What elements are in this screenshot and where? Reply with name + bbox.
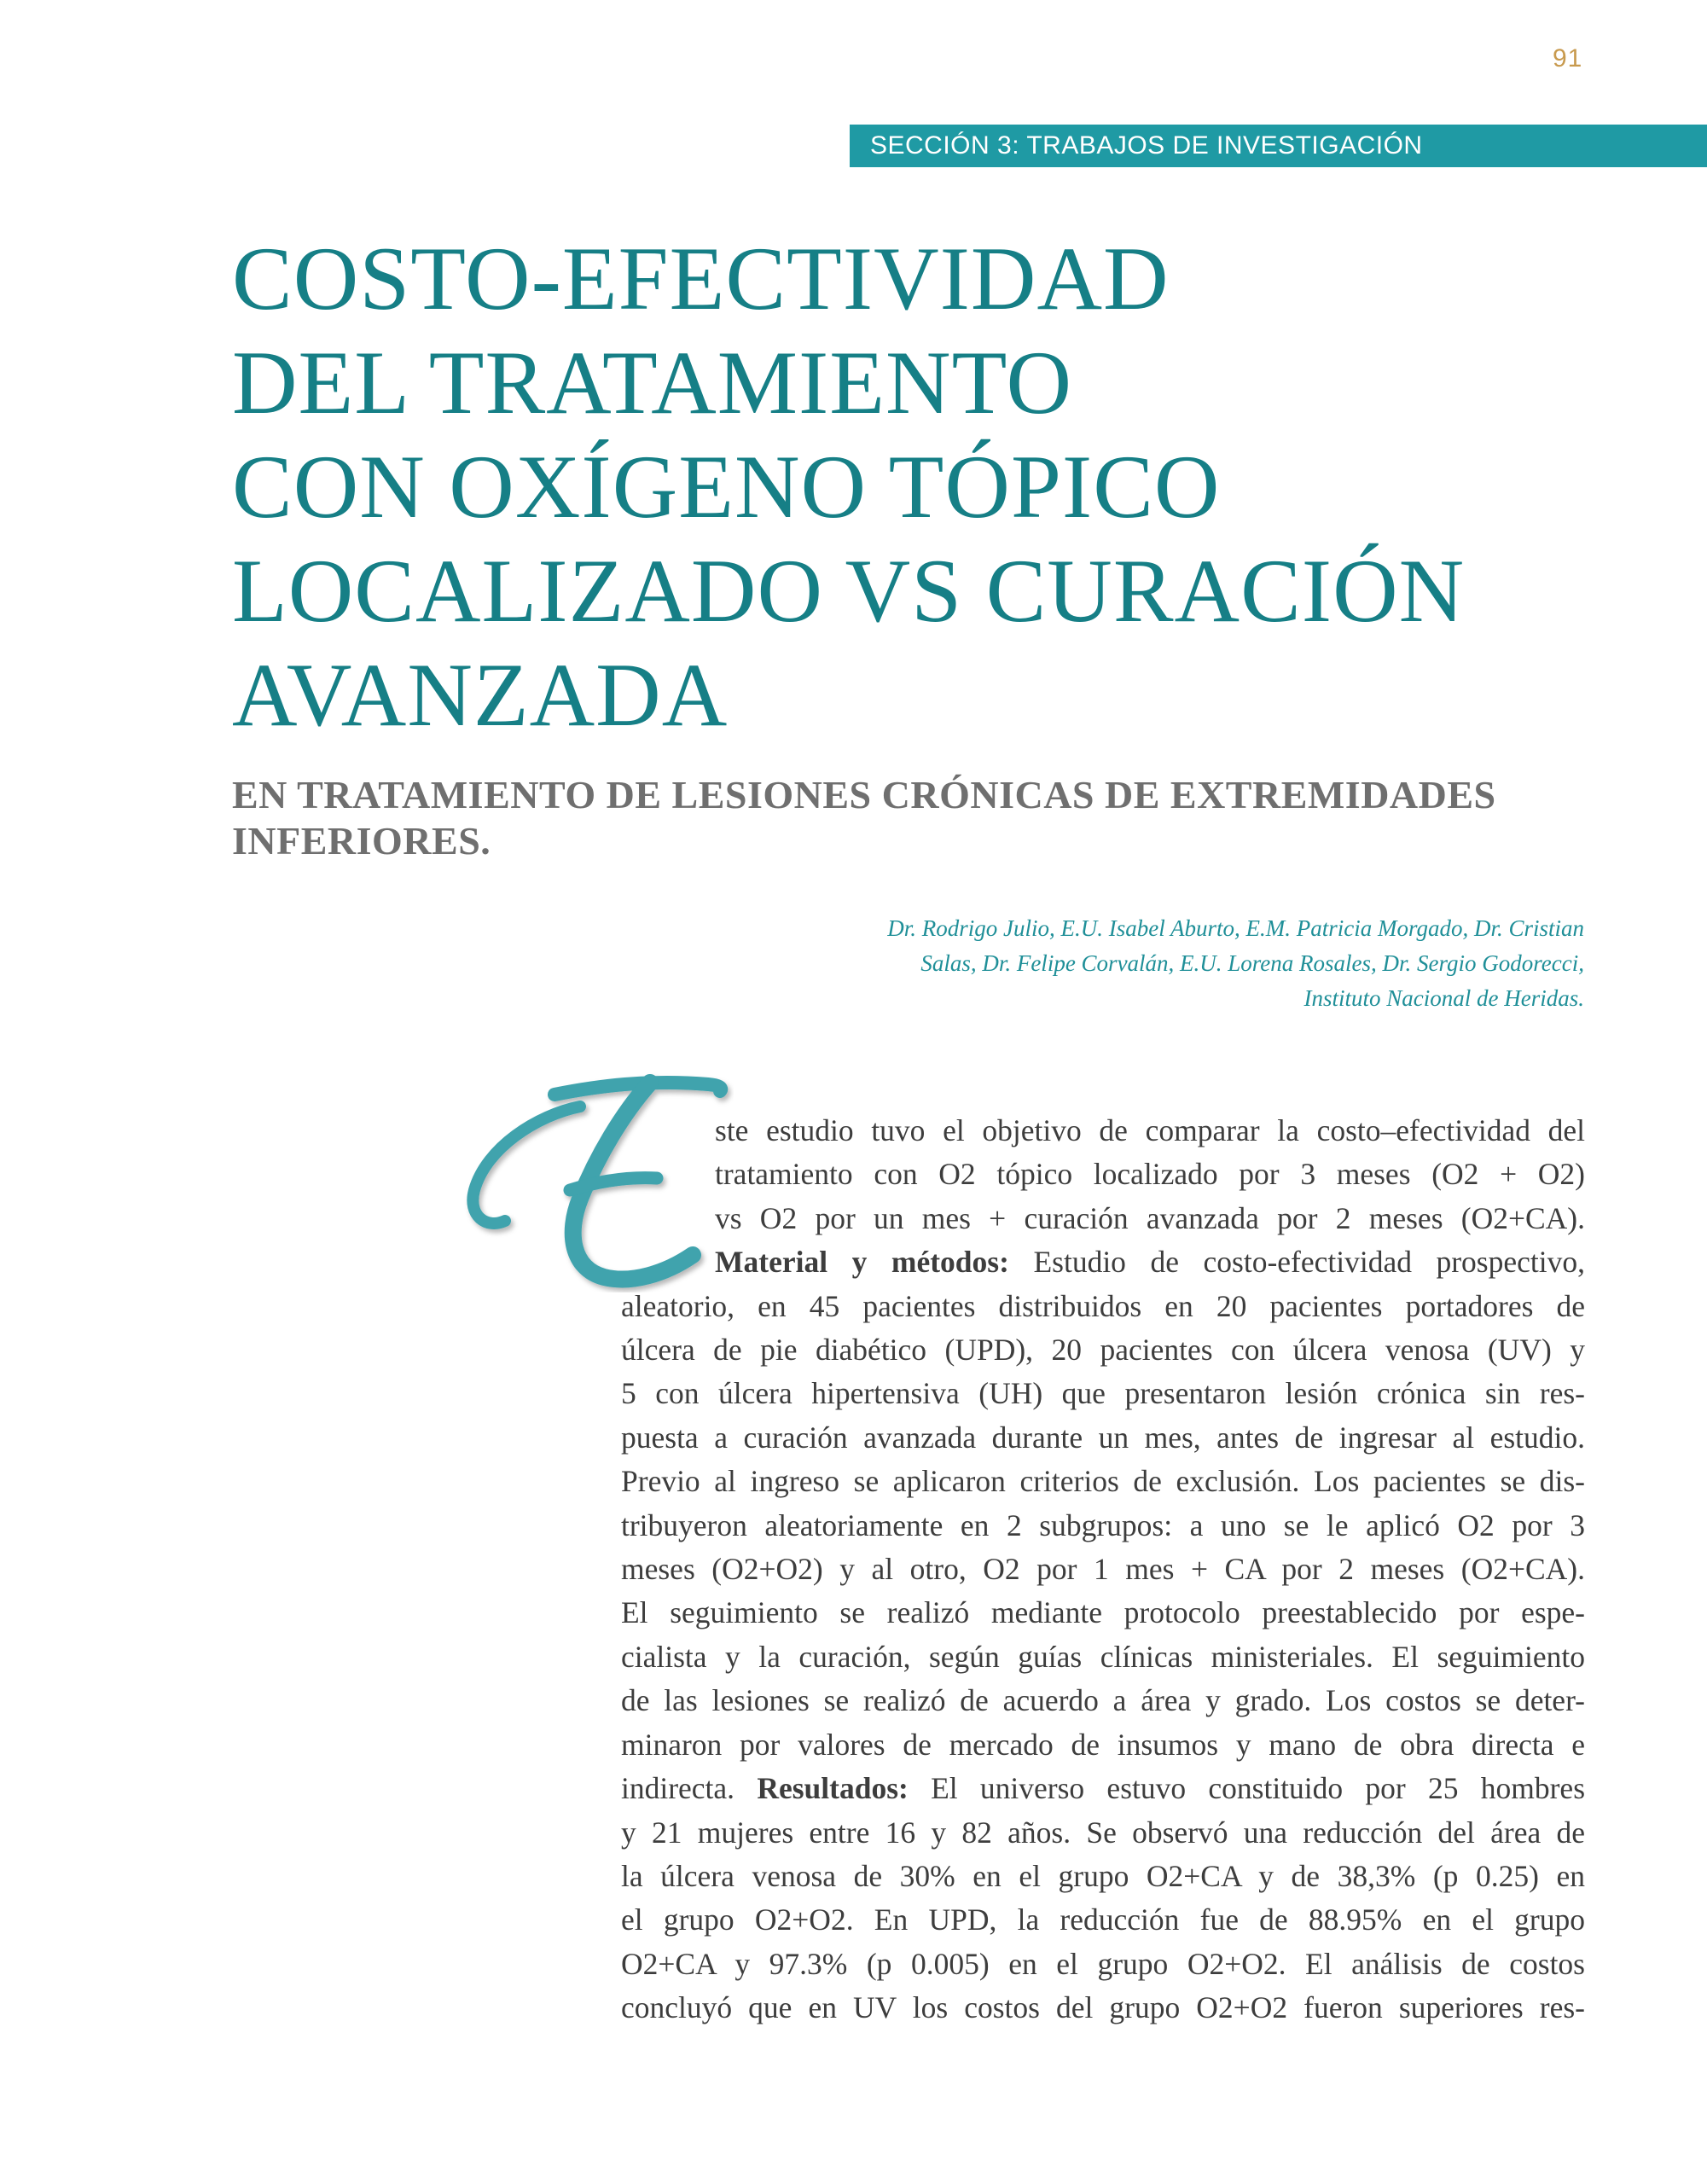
body-line: puesta a curación avanzada durante un mes, antes de ingresar al estudio. xyxy=(621,1420,1585,1455)
body-text-run: El universo estuvo constituido por 25 hombres xyxy=(908,1771,1586,1806)
body-line: O2+CA y 97.3% (p 0.005) en el grupo O2+O2. El análisis de costos xyxy=(621,1946,1585,1981)
body-line: minaron por valores de mercado de insumos y mano de obra directa e xyxy=(621,1727,1585,1762)
body-line: concluyó que en UV los costos del grupo O2+O2 fueron superiores res- xyxy=(621,1990,1585,2025)
page-number: 91 xyxy=(1553,44,1583,73)
body-line xyxy=(621,1767,1585,1810)
body-line: el grupo O2+O2. En UPD, la reducción fue de 88.95% en el grupo xyxy=(621,1902,1585,1937)
body-line: y 21 mujeres entre 16 y 82 años. Se observó una reducción del área de xyxy=(621,1815,1585,1850)
subtitle-line: INFERIORES. xyxy=(232,819,491,863)
body-text-run: Estudio de costo-efectividad prospectivo, xyxy=(1008,1245,1585,1280)
heading-material-metodos: Material y métodos: xyxy=(715,1245,1009,1280)
title-line: COSTO-EFECTIVIDAD xyxy=(232,229,1170,328)
body-line: vs O2 por un mes + curación avanzada por 2 meses (O2+CA). xyxy=(715,1200,1585,1235)
body-line: la úlcera venosa de 30% en el grupo O2+CA y de 38,3% (p 0.25) en xyxy=(621,1858,1585,1893)
body-line: de las lesiones se realizó de acuerdo a área y grado. Los costos se deter- xyxy=(621,1683,1585,1718)
body-line: cialista y la curación, según guías clínicas ministeriales. El seguimiento xyxy=(621,1639,1585,1674)
body-line: ste estudio tuvo el objetivo de comparar la costo–efectividad del xyxy=(715,1113,1585,1147)
title-line: AVANZADA xyxy=(232,645,729,745)
author-list xyxy=(682,911,1584,1016)
subtitle-line: EN TRATAMIENTO DE LESIONES CRÓNICAS DE EXTREMIDADES xyxy=(232,773,1496,816)
body-line: úlcera de pie diabético (UPD), 20 pacientes con úlcera venosa (UV) y xyxy=(621,1333,1585,1368)
article-body xyxy=(621,1109,1585,2030)
body-line: aleatorio, en 45 pacientes distribuidos en 20 pacientes portadores de xyxy=(621,1288,1585,1323)
body-line: El seguimiento se realizó mediante protocolo preestablecido por espe- xyxy=(621,1595,1585,1630)
section-band xyxy=(850,125,1707,167)
body-line: meses (O2+O2) y al otro, O2 por 1 mes + CA por 2 meses (O2+CA). xyxy=(621,1552,1585,1587)
title-line: LOCALIZADO VS CURACIÓN xyxy=(232,541,1466,641)
article-subtitle xyxy=(232,772,1597,864)
heading-resultados: Resultados: xyxy=(757,1771,909,1806)
title-line: DEL TRATAMIENTO xyxy=(232,333,1072,433)
body-text-run: indirecta. xyxy=(621,1771,758,1806)
body-line: Previo al ingreso se aplicaron criterios de exclusión. Los pacientes se dis- xyxy=(621,1464,1585,1499)
body-line: tribuyeron aleatoriamente en 2 subgrupos: a uno se le aplicó O2 por 3 xyxy=(621,1507,1585,1542)
body-line: tratamiento con O2 tópico localizado por 3 meses (O2 + O2) xyxy=(715,1157,1585,1192)
author-line: Salas, Dr. Felipe Corvalán, E.U. Lorena Rosales, Dr. Sergio Godorecci, xyxy=(920,950,1584,976)
title-line: CON OXÍGENO TÓPICO xyxy=(232,437,1221,537)
body-line: 5 con úlcera hipertensiva (UH) que presentaron lesión crónica sin res- xyxy=(621,1376,1585,1411)
author-line: Dr. Rodrigo Julio, E.U. Isabel Aburto, E.M. Patricia Morgado, Dr. Cristian xyxy=(887,915,1584,941)
author-affiliation: Instituto Nacional de Heridas. xyxy=(1303,985,1584,1011)
body-line xyxy=(621,1240,1585,1284)
article-title xyxy=(232,227,1640,747)
section-label: SECCIÓN 3: TRABAJOS DE INVESTIGACIÓN xyxy=(870,131,1423,160)
